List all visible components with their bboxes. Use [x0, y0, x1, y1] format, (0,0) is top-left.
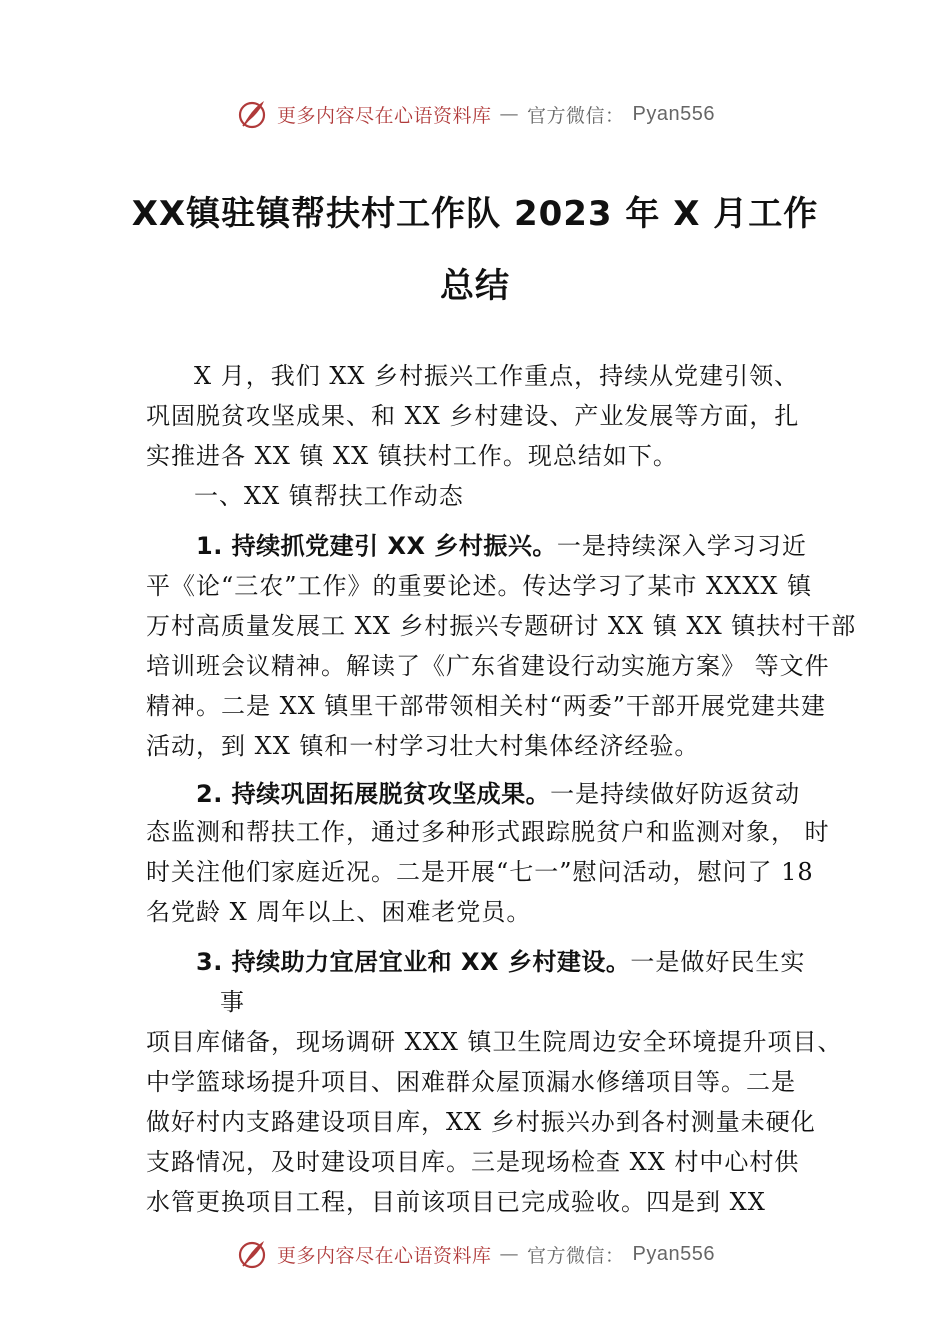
body-line [196, 782, 800, 806]
body-line: 态监测和帮扶工作，通过多种形式跟踪脱贫户和监测对象， 时 [146, 818, 830, 846]
header-banner [0, 92, 950, 136]
body-line: 活动，到 XX 镇和一村学习壮大村集体经济经验。 [146, 732, 700, 760]
body-line: 时关注他们家庭近况。二是开展“七一”慰问活动，慰问了 18 [146, 858, 814, 886]
section-heading: 一、XX 镇帮扶工作动态 [194, 482, 464, 510]
banner-text: 更多内容尽在心语资料库 [277, 1244, 492, 1267]
body-line: 项目库储备，现场调研 XXX 镇卫生院周边安全环境提升项目、 [146, 1028, 843, 1056]
body-line: 培训班会议精神。解读了《广东省建设行动实施方案》 等文件 [146, 652, 830, 680]
body-line: 万村高质量发展工 XX 乡村振兴专题研讨 XX 镇 XX 镇扶村干部 [146, 612, 857, 640]
feather-quill-logo-icon [235, 97, 269, 131]
body-line: 中学篮球场提升项目、困难群众屋顶漏水修缮项目等。二是 [146, 1068, 796, 1096]
item-text: 一是做好民生实 [630, 948, 806, 976]
banner-wechat-label: 官方微信： [527, 1244, 625, 1267]
body-line: 事 [220, 988, 245, 1016]
banner-wechat-id: Pyan556 [632, 1242, 715, 1265]
body-line: 实推进各 XX 镇 XX 镇扶村工作。现总结如下。 [146, 442, 678, 470]
item-text: 一是持续深入学习习近 [556, 532, 807, 560]
banner-text: 更多内容尽在心语资料库 [277, 104, 492, 127]
banner-separator: — [499, 1243, 520, 1265]
document-title-line-2: 总结 [440, 266, 510, 306]
banner-wechat-id: Pyan556 [632, 102, 715, 125]
item-heading: 1. 持续抓党建引 XX 乡村振兴。 [196, 532, 557, 560]
body-line: 做好村内支路建设项目库，XX 乡村振兴办到各村测量未硬化 [146, 1108, 816, 1136]
body-line: 巩固脱贫攻坚成果、和 XX 乡村建设、产业发展等方面，扎 [146, 402, 800, 430]
body-line: 精神。二是 XX 镇里干部带领相关村“两委”干部开展党建共建 [146, 692, 826, 720]
body-line: 平《论“三农”工作》的重要论述。传达学习了某市 XXXX 镇 [146, 572, 813, 600]
footer-banner [0, 1232, 950, 1276]
body-line: X 月，我们 XX 乡村振兴工作重点，持续从党建引领、 [194, 362, 800, 390]
banner-separator: — [499, 103, 520, 125]
body-line [196, 534, 807, 558]
body-line: 水管更换项目工程，目前该项目已完成验收。四是到 XX [146, 1188, 766, 1216]
banner-wechat-label: 官方微信： [527, 104, 625, 127]
item-text: 一是持续做好防返贫动 [550, 780, 801, 808]
item-heading: 2. 持续巩固拓展脱贫攻坚成果。 [196, 780, 551, 808]
body-line [196, 950, 805, 974]
feather-quill-logo-icon [235, 1237, 269, 1271]
body-line: 名党龄 X 周年以上、困难老党员。 [146, 898, 532, 926]
body-line: 支路情况，及时建设项目库。三是现场检查 XX 村中心村供 [146, 1148, 800, 1176]
item-heading: 3. 持续助力宜居宜业和 XX 乡村建设。 [196, 948, 631, 976]
document-title-line-1: XX镇驻镇帮扶村工作队 2023 年 X 月工作 [131, 194, 819, 234]
